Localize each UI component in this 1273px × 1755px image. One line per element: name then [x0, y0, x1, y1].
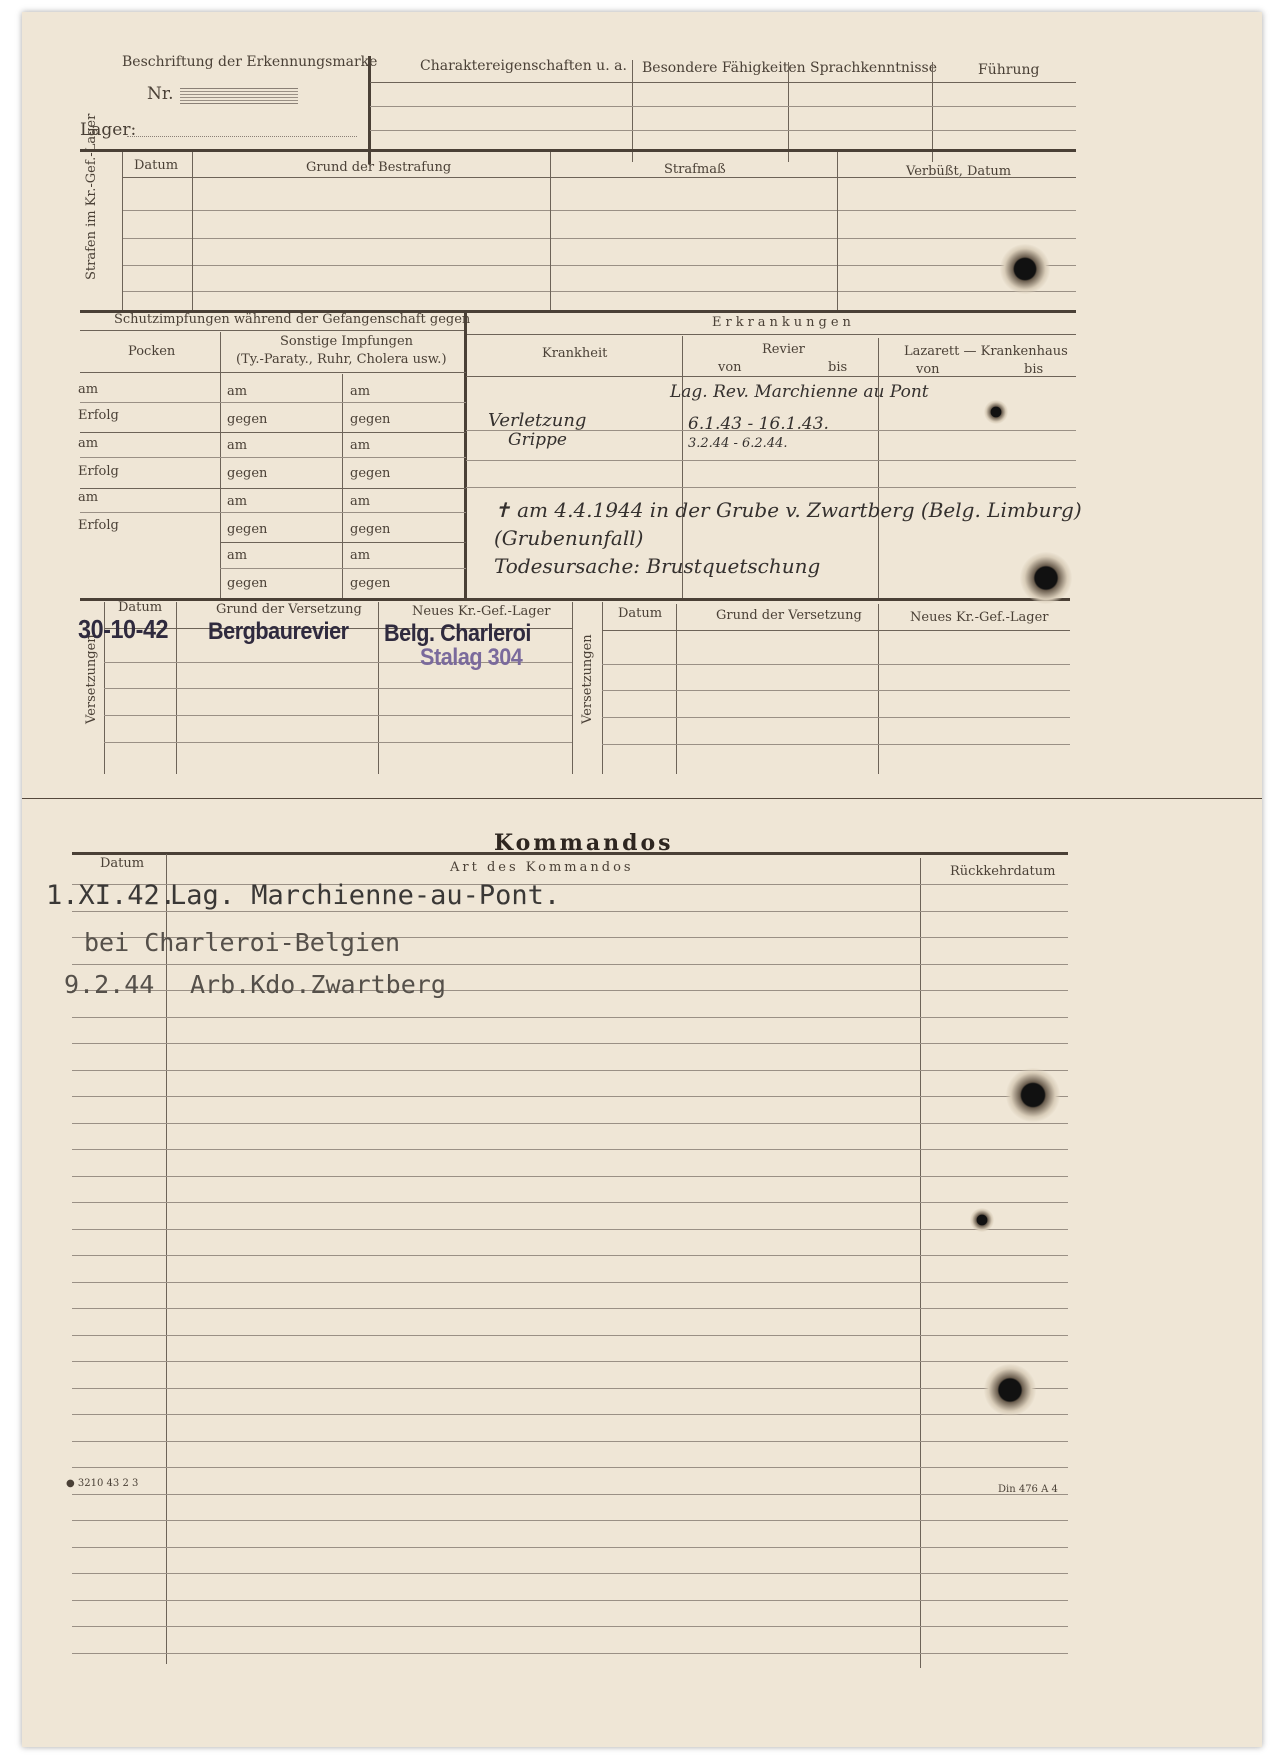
kommandos-title: Kommandos — [494, 830, 674, 856]
revier-von: von — [718, 360, 742, 375]
lazarett-bis: bis — [1024, 362, 1044, 377]
kommandos-rule — [72, 1494, 1068, 1495]
sonst-gegen-4b: gegen — [350, 576, 391, 591]
punch-hole — [1006, 1068, 1060, 1122]
kommandos-datum-header: Datum — [100, 856, 145, 871]
pocken-am-1: am — [78, 382, 99, 397]
krankheit-header: Krankheit — [542, 346, 608, 361]
revier-header: Revier — [762, 342, 805, 357]
punch-hole — [1020, 552, 1072, 604]
print-code: ● 3210 43 2 3 — [66, 1478, 139, 1489]
stamp-date: 30-10-42 — [78, 614, 169, 644]
sonstige-header: Sonstige Impfungen — [280, 334, 414, 349]
kommando-row-2-art: bei Charleroi-Belgien — [84, 928, 401, 957]
fuehrung-header: Führung — [978, 62, 1040, 78]
sonst-gegen-1a: gegen — [227, 412, 268, 427]
kommandos-rule — [72, 1547, 1068, 1548]
strafmass-header: Strafmaß — [664, 162, 726, 177]
vers-neues-header-left: Neues Kr.-Gef.-Lager — [412, 604, 551, 619]
kommando-row-3-art: Arb.Kdo.Zwartberg — [190, 970, 446, 999]
nr-field — [180, 88, 298, 104]
pocken-am-3: am — [78, 490, 99, 505]
kommandos-rule — [72, 1229, 1068, 1230]
kommando-row-3-datum: 9.2.44 — [64, 970, 155, 999]
nr-label: Nr. — [147, 84, 174, 104]
kommandos-rule — [72, 1123, 1068, 1124]
charakter-header: Charaktereigenschaften u. a. — [420, 58, 627, 74]
versetzungen-side-label-left: Versetzungen — [84, 634, 99, 724]
kommandos-art-header: Art des Kommandos — [450, 860, 634, 875]
faehigkeiten-header: Besondere Fähigkeiten — [642, 60, 806, 76]
sonst-am-1b: am — [350, 384, 371, 399]
sonst-am-4b: am — [350, 548, 371, 563]
versetzungen-side-label-right: Versetzungen — [580, 634, 595, 724]
pocken-erfolg-2: Erfolg — [78, 464, 119, 479]
stamp-lager: Belg. Charleroi — [384, 620, 531, 647]
kommandos-rule — [72, 1176, 1068, 1177]
kommandos-rule — [72, 1653, 1068, 1654]
sonst-gegen-4a: gegen — [227, 576, 268, 591]
erkennungsmarke-label: Beschriftung der Erkennungsmarke — [122, 54, 378, 70]
pocken-am-2: am — [78, 436, 99, 451]
punch-hole — [984, 1364, 1036, 1416]
hand-death-3: Todesursache: Brustquetschung — [494, 554, 821, 578]
vers-datum-header-right: Datum — [618, 606, 663, 621]
stamp-stalag: Stalag 304 — [420, 644, 523, 671]
punch-hole — [1000, 244, 1050, 294]
sonst-am-4a: am — [227, 548, 248, 563]
impfungen-title: Schutzimpfungen während der Gefangenschaft gegen — [114, 312, 471, 327]
pocken-header: Pocken — [128, 344, 176, 359]
kommandos-rule — [72, 1467, 1068, 1468]
kommandos-rule — [72, 1282, 1068, 1283]
lager-field — [127, 136, 357, 137]
kommandos-rule — [72, 964, 1068, 965]
kommandos-rule — [72, 1202, 1068, 1203]
kommandos-rule — [72, 1335, 1068, 1336]
personnel-card-back — [22, 12, 1262, 1747]
strafen-datum-header: Datum — [134, 158, 179, 173]
vers-grund-header-left: Grund der Versetzung — [216, 602, 362, 617]
kommandos-rule — [72, 1070, 1068, 1071]
pocken-erfolg-1: Erfolg — [78, 408, 119, 423]
kommando-row-1-art: Lag. Marchienne-au-Pont. — [170, 880, 561, 911]
lazarett-von: von — [916, 362, 940, 377]
kommandos-rule — [72, 1361, 1068, 1362]
kommandos-rule — [72, 1414, 1068, 1415]
sonst-gegen-3a: gegen — [227, 522, 268, 537]
din-format: Din 476 A 4 — [998, 1484, 1058, 1495]
vers-datum-header-left: Datum — [118, 600, 163, 615]
print-code-text: 3210 43 2 3 — [77, 1478, 139, 1489]
sonst-am-2b: am — [350, 438, 371, 453]
sonst-gegen-2b: gegen — [350, 466, 391, 481]
hand-death-1: ✝ am 4.4.1944 in der Grube v. Zwartberg (Belg. Limburg) — [494, 498, 1082, 522]
verbuesst-header: Verbüßt, Datum — [906, 164, 1012, 179]
lager-label: Lager: — [80, 120, 137, 140]
sonst-am-1a: am — [227, 384, 248, 399]
kommandos-rule — [72, 1255, 1068, 1256]
hand-revier-place: Lag. Rev. Marchienne au Pont — [670, 382, 929, 402]
kommando-row-1-datum: 1.XI.42. — [46, 880, 177, 911]
sonst-am-3a: am — [227, 494, 248, 509]
kommandos-rule — [72, 1096, 1068, 1097]
kommandos-rule — [72, 1388, 1068, 1389]
kommandos-rule — [72, 1017, 1068, 1018]
sonst-am-3b: am — [350, 494, 371, 509]
stamp-grund: Bergbaurevier — [208, 618, 349, 645]
grund-bestrafung-header: Grund der Bestrafung — [306, 160, 452, 175]
hand-krankheit-2: Grippe — [508, 430, 567, 450]
erkrankungen-title: Erkrankungen — [712, 315, 855, 330]
sprachen-header: Sprachkenntnisse — [810, 60, 938, 76]
kommandos-rule — [72, 1626, 1068, 1627]
strafen-side-label: Strafen im Kr.-Gef.-Lager — [84, 113, 99, 280]
kommandos-rule — [72, 1043, 1068, 1044]
pocken-erfolg-3: Erfolg — [78, 518, 119, 533]
punch-hole — [984, 400, 1008, 424]
lazarett-header: Lazarett — Krankenhaus — [904, 344, 1068, 359]
sonst-gegen-3b: gegen — [350, 522, 391, 537]
fold-line — [22, 798, 1262, 799]
vers-neues-header-right: Neues Kr.-Gef.-Lager — [910, 610, 1049, 625]
vers-grund-header-right: Grund der Versetzung — [716, 608, 862, 623]
kommandos-rule — [72, 1149, 1068, 1150]
punch-hole — [970, 1208, 994, 1232]
kommandos-rule — [72, 1573, 1068, 1574]
rueckkehr-header: Rückkehrdatum — [950, 864, 1056, 879]
hand-dates-2: 3.2.44 - 6.2.44. — [688, 436, 788, 451]
kommandos-rule — [72, 1600, 1068, 1601]
hand-dates-1: 6.1.43 - 16.1.43. — [688, 414, 829, 434]
kommandos-rule — [72, 1520, 1068, 1521]
hand-krankheit-1: Verletzung — [488, 410, 587, 431]
sonst-gegen-2a: gegen — [227, 466, 268, 481]
kommandos-rule — [72, 1308, 1068, 1309]
hand-death-2: (Grubenunfall) — [494, 526, 644, 550]
kommandos-rule — [72, 1441, 1068, 1442]
revier-bis: bis — [828, 360, 848, 375]
sonstige-sub-header: (Ty.-Paraty., Ruhr, Cholera usw.) — [236, 352, 447, 367]
sonst-gegen-1b: gegen — [350, 412, 391, 427]
sonst-am-2a: am — [227, 438, 248, 453]
